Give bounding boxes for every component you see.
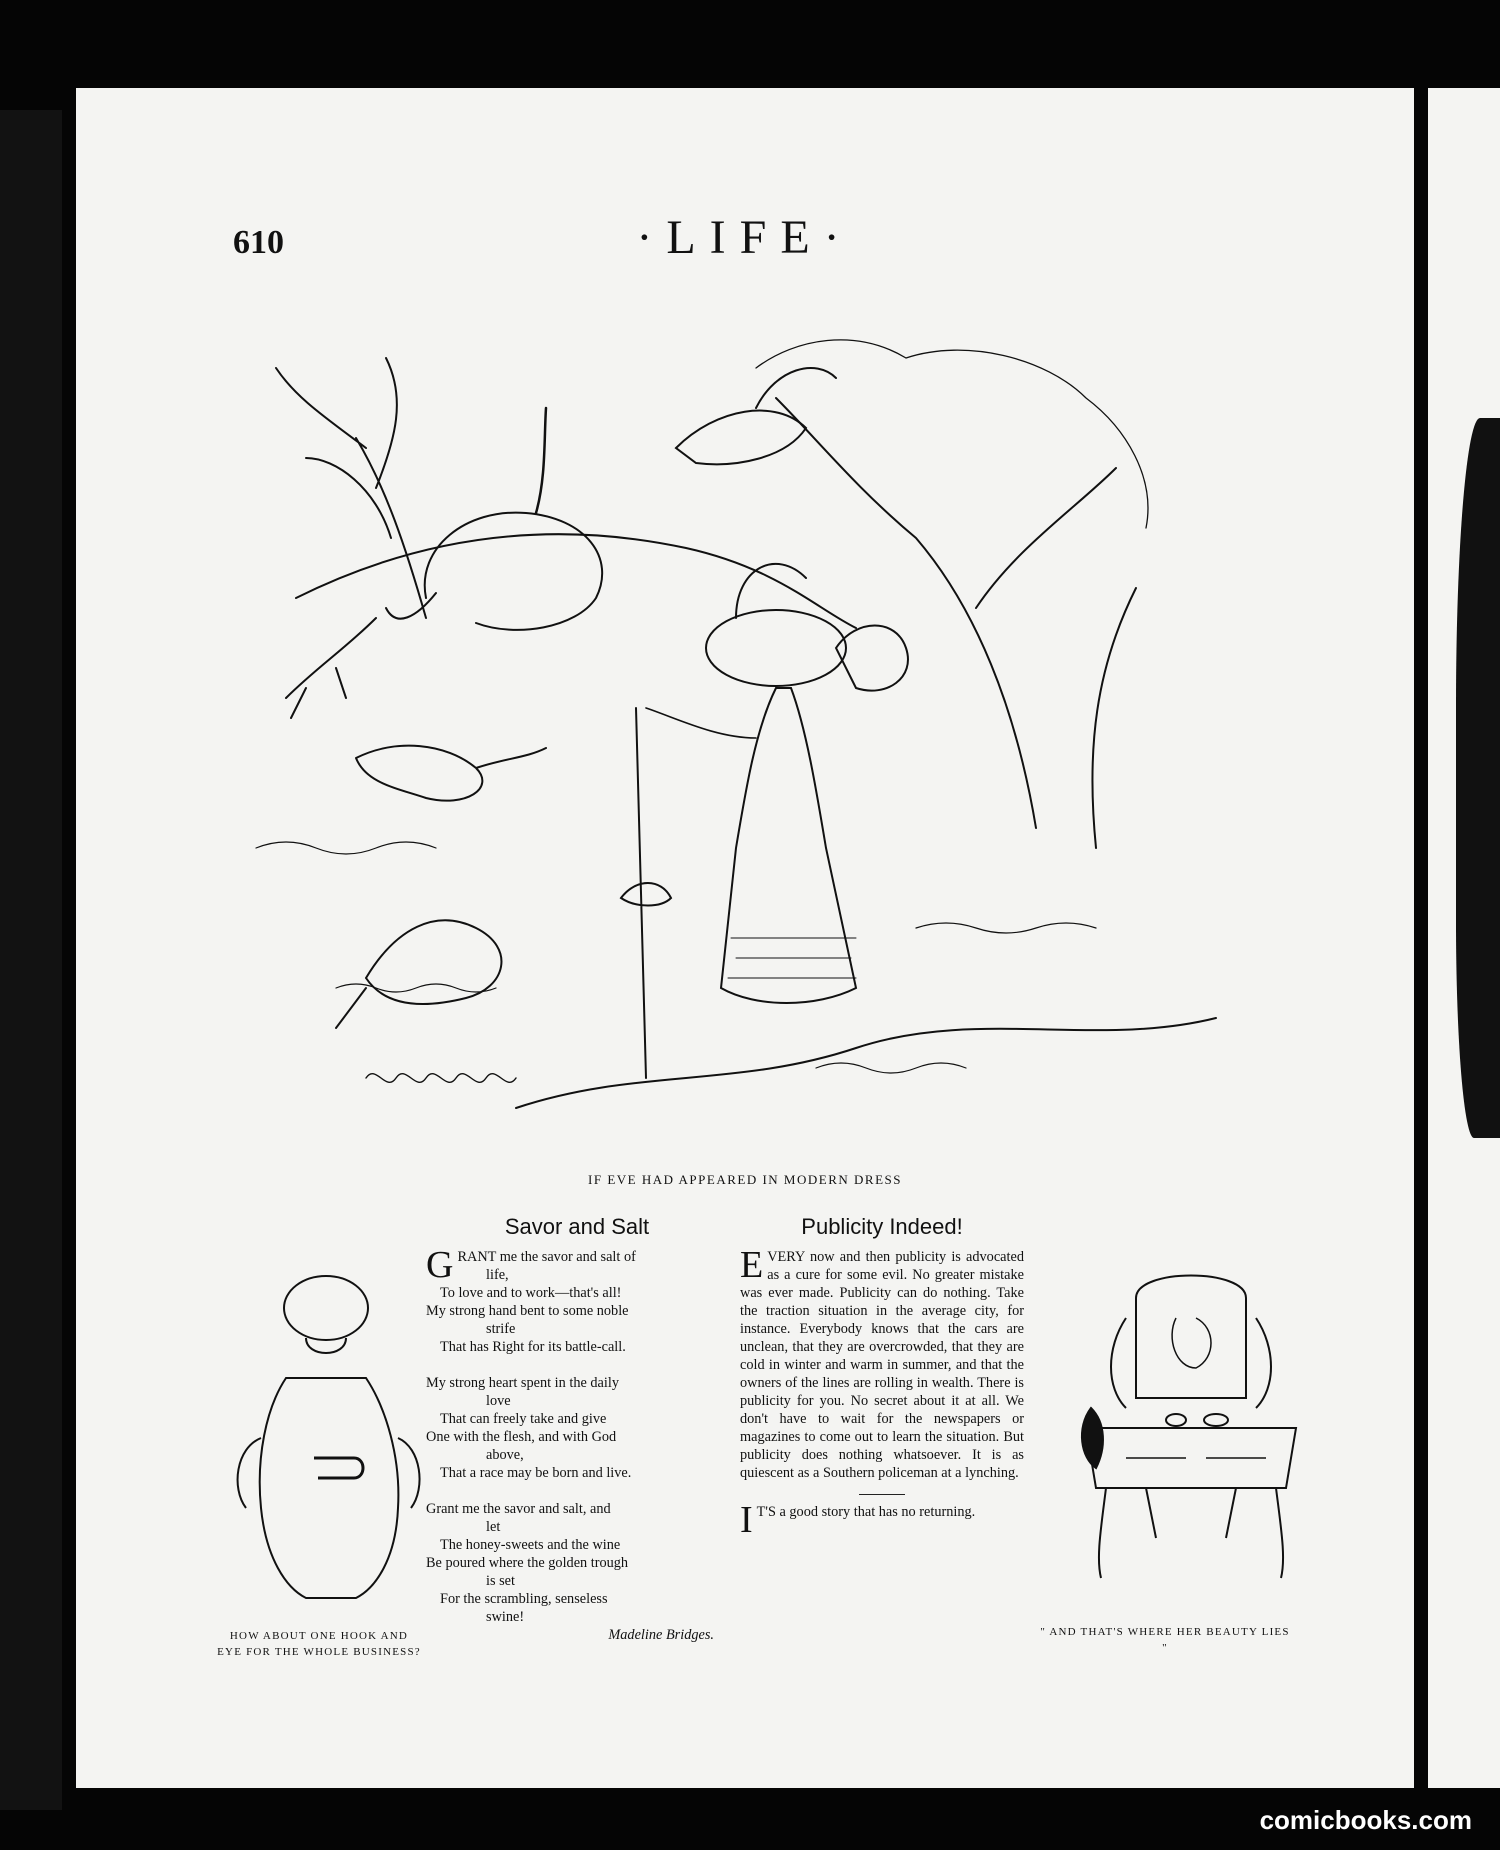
right-cartoon-caption: " AND THAT'S WHERE HER BEAUTY LIES ": [1040, 1626, 1290, 1654]
adjacent-page-edge: [1428, 88, 1500, 1788]
poem-line: Be poured where the golden trough: [426, 1555, 629, 1571]
poem-line: For the scrambling, senseless: [440, 1591, 608, 1607]
article-title: Publicity Indeed!: [801, 1214, 963, 1239]
poem-title: Savor and Salt: [504, 1214, 650, 1239]
stanza-break: [426, 1482, 728, 1500]
poem-line: The honey-sweets and the wine: [440, 1537, 621, 1553]
poem-line: swine!: [486, 1609, 525, 1625]
table-legs: [1099, 1488, 1283, 1578]
hair-bun: [284, 1276, 368, 1340]
poem-line: let: [486, 1519, 501, 1535]
left-cartoon-caption: HOW ABOUT ONE HOOK AND EYE FOR THE WHOLE BUSINESS?: [217, 1630, 421, 1658]
right-cartoon-drawing: [1066, 1258, 1316, 1598]
poem-line: love: [486, 1393, 511, 1409]
winged-creature: [676, 368, 836, 464]
woman-figure: [721, 688, 856, 1003]
poem-line: Grant me the savor and salt, and: [426, 1501, 611, 1517]
illustration-caption: IF EVE HAD APPEARED IN MODERN DRESS: [588, 1172, 902, 1187]
poem-dropcap: G: [426, 1244, 454, 1286]
poem-line: life,: [486, 1267, 509, 1283]
article-dropcap: E: [740, 1244, 764, 1286]
poem-line: My strong heart spent in the daily: [426, 1375, 619, 1391]
path-outline: [516, 1018, 1216, 1108]
page-number: 610: [233, 224, 284, 261]
scan-edge-left: [0, 110, 62, 1810]
masthead: ·LIFE·: [636, 211, 854, 264]
article-text: VERY now and then publicity is advocated as a cure for some evil. No greater mistake was ever made. Publicity can do nothing. Take the traction situation in the average city, for instance. Everybody knows that the cars are unclean, that they are overcrowded, that they are cold in winter and warm in summer, and that the owners of the lines are rolling in wealth. There is publicity for you. No secret about it at all. We don't have to wait for the newspapers or magazines to come out to learn the situation. But publicity does nothing whatsoever. It is as quiescent as a Southern policeman at a lynching.: [740, 1249, 1024, 1481]
poem-body: [426, 1244, 728, 1644]
hat: [706, 610, 846, 686]
poem-line: To love and to work—that's all!: [440, 1285, 622, 1301]
fallen-animal: [336, 920, 501, 1028]
hill-outline: [296, 534, 856, 628]
aside-text: T'S a good story that has no returning.: [756, 1504, 976, 1520]
left-tree: [276, 358, 426, 618]
main-illustration: [216, 288, 1276, 1158]
running-animal: [356, 746, 546, 801]
watermark: comicbooks.com: [1259, 1805, 1472, 1835]
adjacent-page-ink: [1456, 418, 1500, 1138]
elephant: [386, 513, 602, 630]
poem-line: That has Right for its battle-call.: [440, 1339, 626, 1355]
mirror: [1136, 1276, 1246, 1399]
poem-line: That can freely take and give: [440, 1411, 607, 1427]
poem-line: RANT me the savor and salt of: [457, 1249, 636, 1265]
poem-line: My strong hand bent to some noble: [426, 1303, 629, 1319]
poem-line: One with the flesh, and with God: [426, 1429, 617, 1445]
poem-line: is set: [486, 1573, 515, 1589]
left-cartoon-drawing: [226, 1268, 436, 1608]
small-creature-right: [836, 626, 908, 691]
poem-line: strife: [486, 1321, 516, 1337]
magazine-page: [76, 88, 1414, 1788]
hook-and-eye: [314, 1458, 363, 1478]
poem-author: Madeline Bridges.: [608, 1627, 714, 1643]
artist-signature: [366, 1074, 516, 1083]
umbrella: [621, 708, 671, 1078]
article-body: [740, 1244, 1024, 1541]
stanza-break: [426, 1356, 728, 1374]
hairpiece: [1082, 1408, 1103, 1468]
lizard: [286, 618, 376, 718]
section-divider: [859, 1494, 905, 1495]
woman-back: [260, 1378, 399, 1598]
poem-line: above,: [486, 1447, 524, 1463]
poem-line: That a race may be born and live.: [440, 1465, 632, 1481]
aside-dropcap: I: [740, 1499, 753, 1541]
